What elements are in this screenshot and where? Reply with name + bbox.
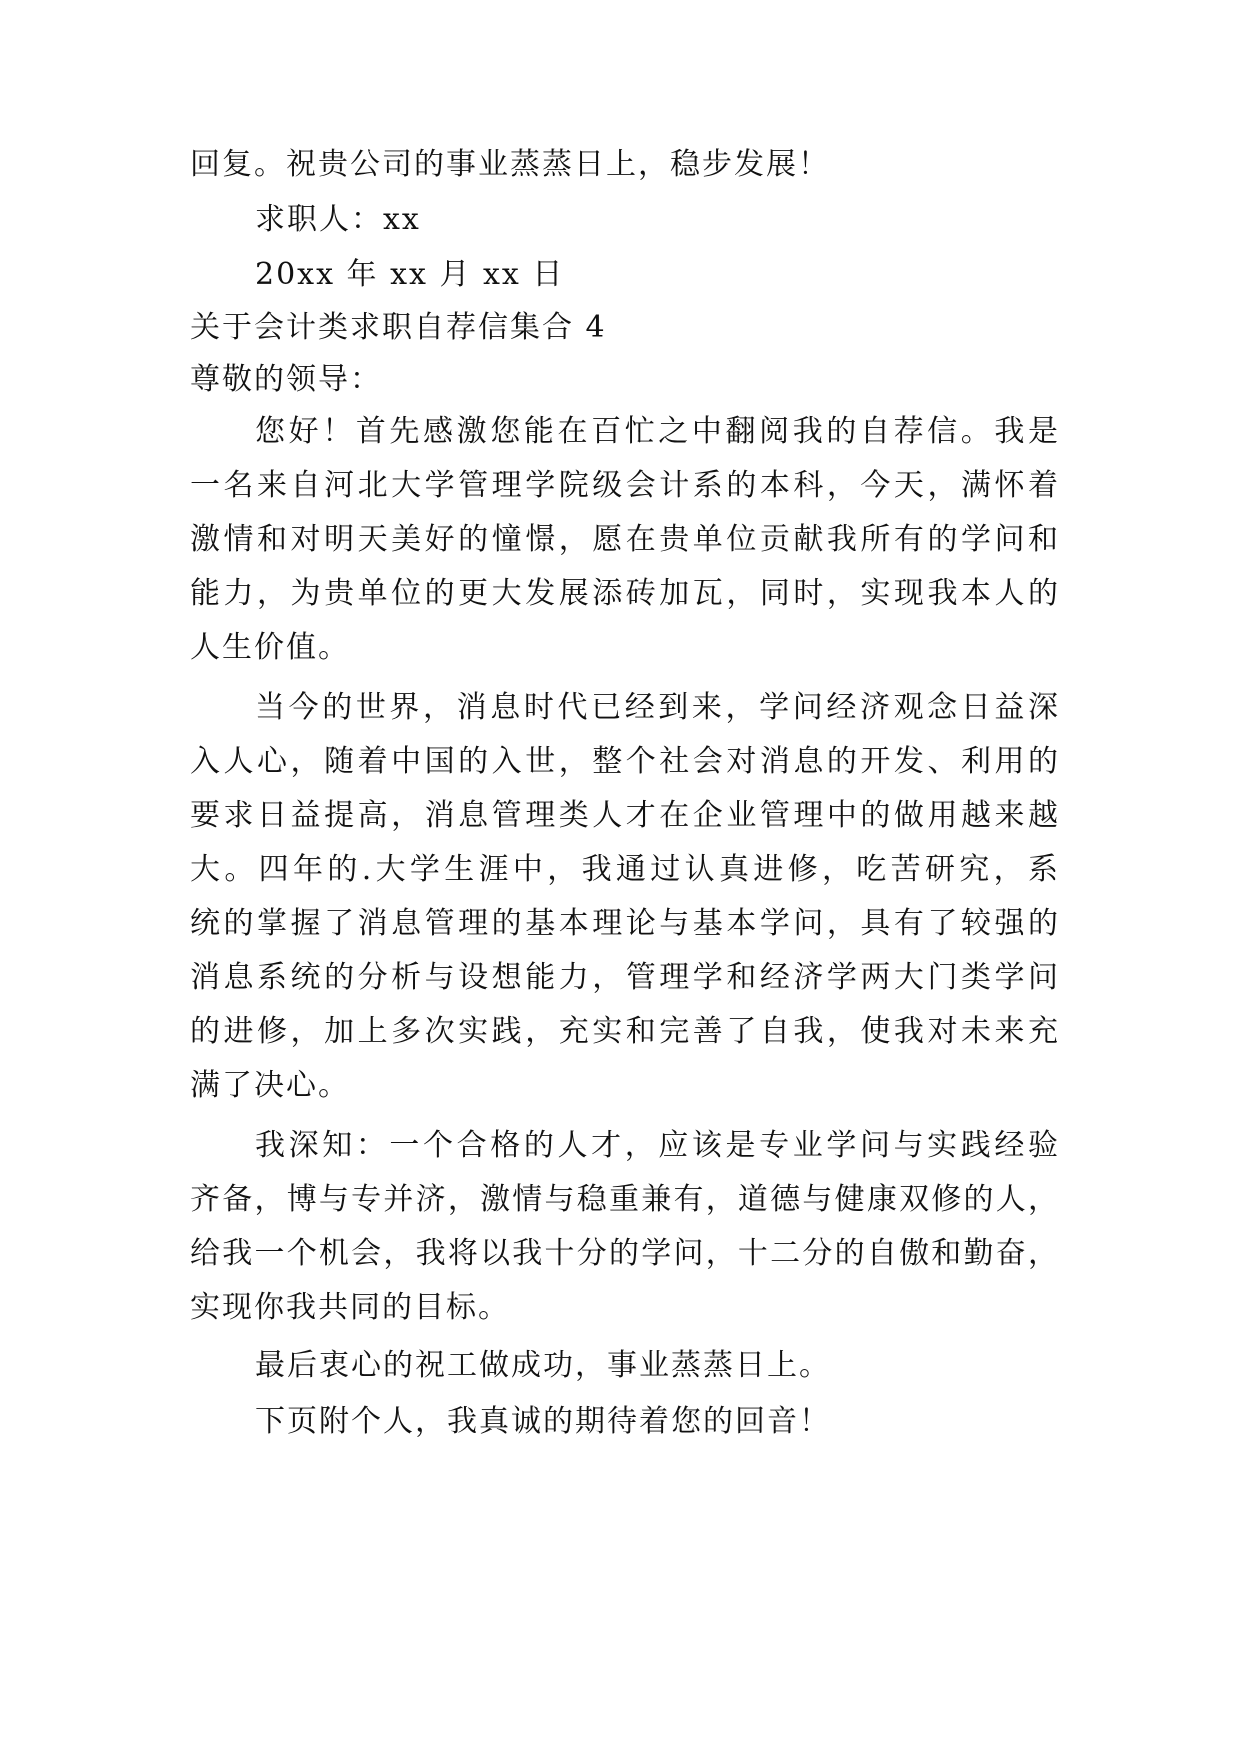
paragraph-2-line-3: 要求日益提高，消息管理类人才在企业管理中的做用越来越: [190, 798, 1060, 833]
paragraph-1-line-2: 一名来自河北大学管理学院级会计系的本科，今天，满怀着: [190, 468, 1060, 503]
signature-line: 求职人：xx: [255, 202, 421, 237]
paragraph-2-line-7: 的进修，加上多次实践，充实和完善了自我，使我对未来充: [190, 1014, 1060, 1049]
paragraph-1-line-3: 激情和对明天美好的憧憬，愿在贵单位贡献我所有的学问和: [190, 522, 1060, 557]
paragraph-2-line-2: 入人心，随着中国的入世，整个社会对消息的开发、利用的: [190, 744, 1060, 779]
paragraph-2-line-4: 大。四年的.大学生涯中，我通过认真进修，吃苦研究，系: [190, 852, 1060, 887]
paragraph-3-line-4: 实现你我共同的目标。: [190, 1290, 510, 1325]
paragraph-4-line-1: 最后衷心的祝工做成功，事业蒸蒸日上。: [255, 1348, 831, 1383]
paragraph-2-line-5: 统的掌握了消息管理的基本理论与基本学问，具有了较强的: [190, 906, 1060, 941]
date-line: 20xx 年 xx 月 xx 日: [255, 257, 565, 292]
paragraph-2-line-6: 消息系统的分析与设想能力，管理学和经济学两大门类学问: [190, 960, 1060, 995]
paragraph-3-line-3: 给我一个机会，我将以我十分的学问，十二分的自傲和勤奋，: [190, 1236, 1060, 1271]
paragraph-1-line-1: 您好！首先感激您能在百忙之中翻阅我的自荐信。我是: [255, 414, 1060, 449]
paragraph-2-line-8: 满了决心。: [190, 1068, 350, 1103]
closing-line: 回复。祝贵公司的事业蒸蒸日上，稳步发展！: [190, 147, 830, 182]
paragraph-5-line-1: 下页附个人，我真诚的期待着您的回音！: [255, 1404, 831, 1439]
paragraph-1-line-5: 人生价值。: [190, 630, 350, 665]
paragraph-1-line-4: 能力，为贵单位的更大发展添砖加瓦，同时，实现我本人的: [190, 576, 1060, 611]
paragraph-2-line-1: 当今的世界，消息时代已经到来，学问经济观念日益深: [255, 690, 1060, 725]
section-title: 关于会计类求职自荐信集合 4: [190, 310, 607, 345]
paragraph-3-line-1: 我深知：一个合格的人才，应该是专业学问与实践经验: [255, 1128, 1060, 1163]
paragraph-3-line-2: 齐备，博与专并济，激情与稳重兼有，道德与健康双修的人，: [190, 1182, 1060, 1217]
salutation: 尊敬的领导：: [190, 362, 382, 397]
